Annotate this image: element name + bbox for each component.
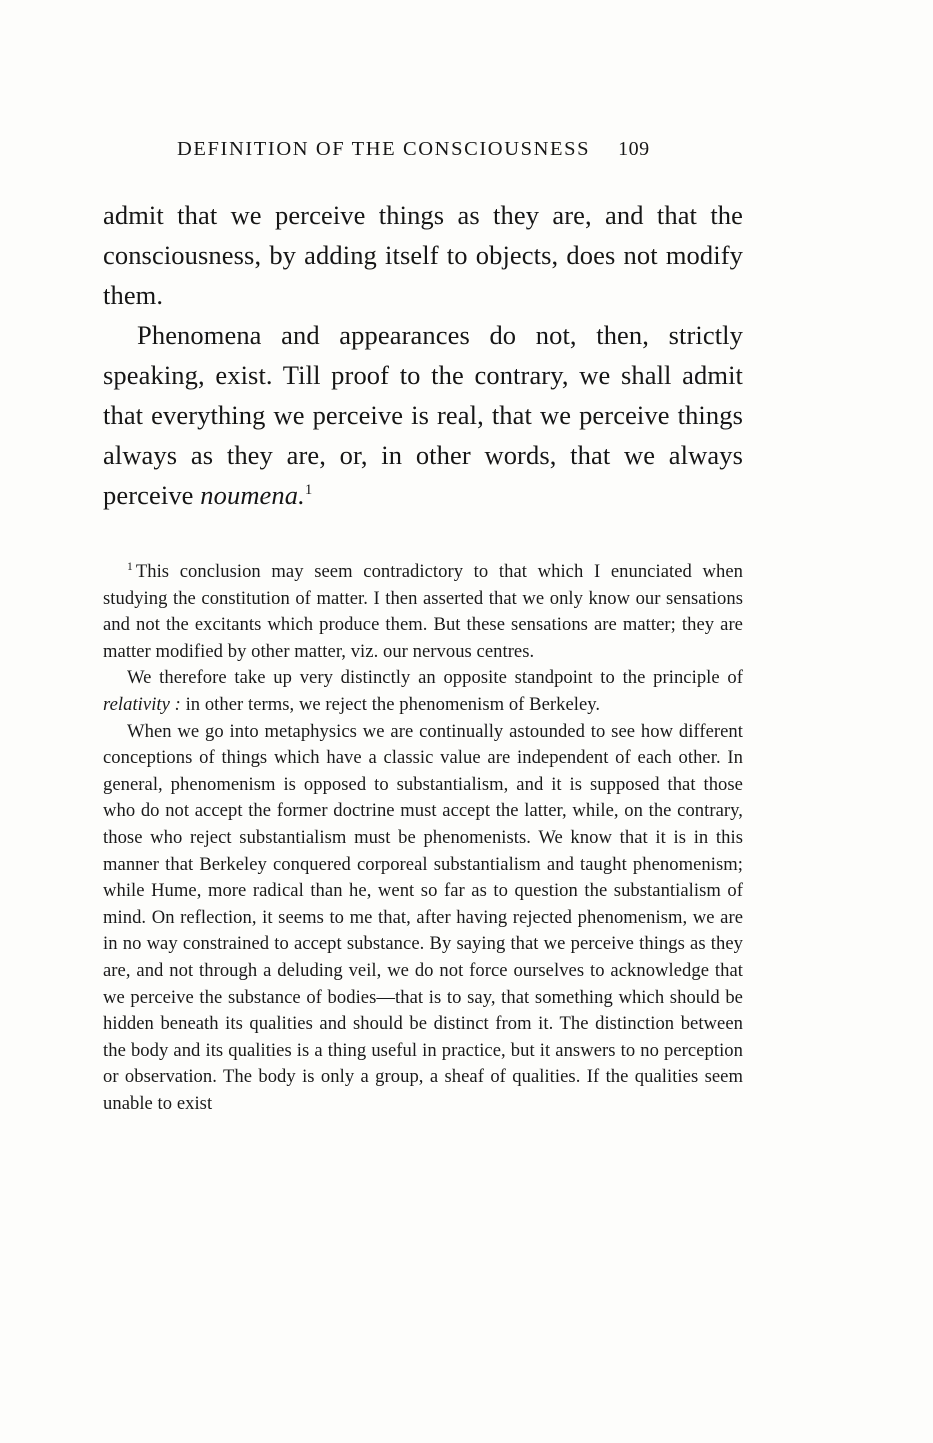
page-content <box>103 138 743 1117</box>
body-text <box>103 195 743 515</box>
footnote-paragraph-2 <box>103 665 743 718</box>
footnote-reference: 1 <box>304 482 313 499</box>
footnote-paragraph-3: When we go into metaphysics we are continually astounded to see how different conceptions of things which have a classic value are independent of each other. In general, phenomenism is opposed to substantialism, and it is supposed that those who do not accept the former doctrine must accept the latter, while, on the contrary, those who reject substantialism must be phenomenists. We know that it is in this manner that Berkeley conquered corporeal substantialism and taught phenomenism; while Hume, more radical than he, went so far as to question the substantialism of mind. On reflection, it seems to me that, after having rejected phenomenism, we are in no way constrained to accept substance. By saying that we perceive things as they are, and not through a deluding veil, we do not force ourselves to acknowledge that we perceive the substance of bodies—that is to say, that something which should be hidden beneath its qualities and should be distinct from it. The distinction between the body and its qualities is a thing useful in practice, but it answers to no perception or observation. The body is only a group, a sheaf of qualities. If the qualities seem unable to exist <box>103 720 743 1114</box>
footnote-paragraph-2-post: in other terms, we reject the phenomenism of Berkeley. <box>180 693 601 715</box>
footnote-marker: 1 <box>127 560 133 573</box>
running-head-title: DEFINITION OF THE CONSCIOUSNESS <box>177 138 591 160</box>
footnote-paragraph-1 <box>103 559 743 665</box>
body-paragraph-2-text: Phenomena and appearances do not, then, strictly speaking, exist. Till proof to the contrary, we shall admit that everything we perceive is real, that we perceive things always as they are, or, in other words, that we always perceive <box>103 320 743 510</box>
footnote-paragraph-2-pre: We therefore take up very distinctly an opposite standpoint to the principle of <box>127 667 743 689</box>
page-number: 109 <box>618 138 650 160</box>
body-paragraph-2-italic: noumena <box>200 480 299 510</box>
footnote-paragraph-1-text: This conclusion may seem contradictory to that which I enunciated when studying the constitution of matter. I then asserted that we only know our sensations and not the excitants which produce them. But these sensations are matter; they are matter modified by other matter, viz. our nervous centres. <box>103 561 743 662</box>
running-head <box>177 138 743 161</box>
footnote-block <box>103 559 743 1117</box>
body-paragraph-1: admit that we perceive things as they are, and that the consciousness, by adding itself to objects, does not modify them. <box>103 200 743 310</box>
body-paragraph-2-period: . <box>298 480 305 510</box>
body-paragraph-2 <box>103 315 743 515</box>
footnote-paragraph-2-italic: relativity : <box>103 693 181 715</box>
